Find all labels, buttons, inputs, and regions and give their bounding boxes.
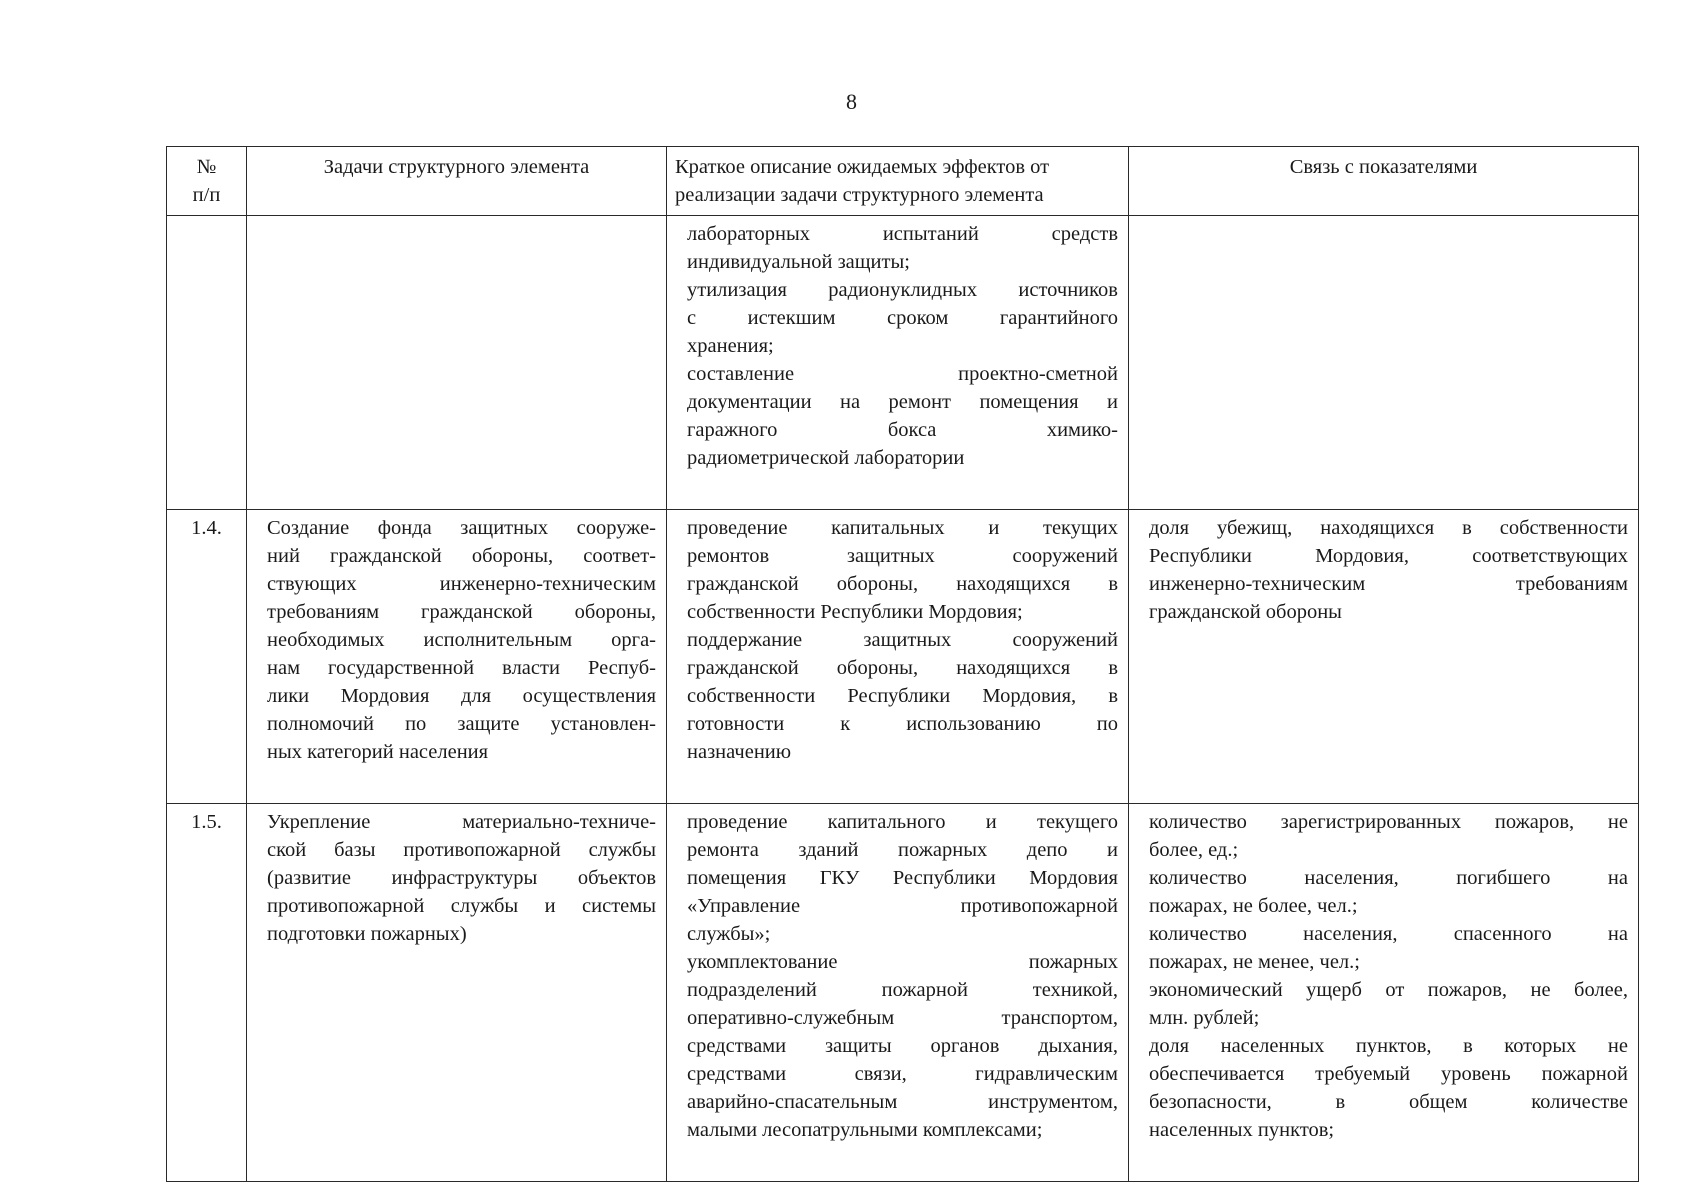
- indicator-line: безопасности, в общем количестве: [1149, 1091, 1628, 1113]
- task-line: ний гражданской обороны, соответ-: [267, 545, 656, 567]
- indicator-line: гражданской обороны: [1149, 601, 1342, 623]
- header-num: [167, 147, 247, 216]
- effects-line: гражданской обороны, находящихся в: [687, 657, 1118, 679]
- effects-line: средствами защиты органов дыхания,: [687, 1035, 1118, 1057]
- effects-line: индивидуальной защиты;: [687, 251, 910, 273]
- header-num-line: п/п: [192, 184, 221, 206]
- effects-line: помещения ГКУ Республики Мордовия: [687, 867, 1118, 889]
- cell-effects: [667, 804, 1129, 1182]
- header-tasks-label: Задачи структурного элемента: [323, 156, 590, 178]
- task-line: требованиям гражданской обороны,: [267, 601, 656, 623]
- effects-line: проведение капитальных и текущих: [687, 517, 1118, 539]
- task-line: противопожарной службы и системы: [267, 895, 656, 917]
- indicator-line: доля убежищ, находящихся в собственности: [1149, 517, 1628, 539]
- task-line: лики Мордовия для осуществления: [267, 685, 656, 707]
- cell-effects: [667, 510, 1129, 804]
- table-row: [167, 216, 1639, 510]
- effects-line: назначению: [687, 741, 792, 763]
- cell-task: [247, 216, 667, 510]
- effects-line: службы»;: [687, 923, 771, 945]
- task-line: Создание фонда защитных сооруже-: [267, 517, 656, 539]
- task-line: (развитие инфраструктуры объектов: [267, 867, 656, 889]
- indicator-line: количество населения, погибшего на: [1149, 867, 1628, 889]
- effects-line: составление проектно-сметной: [687, 363, 1118, 385]
- table-header-row: [167, 147, 1639, 216]
- effects-line: ремонта зданий пожарных депо и: [687, 839, 1118, 861]
- task-line: нам государственной власти Респуб-: [267, 657, 656, 679]
- header-effects-line: Краткое описание ожидаемых эффектов от: [675, 156, 1050, 178]
- effects-line: гаражного бокса химико-: [687, 419, 1118, 441]
- cell-effects: [667, 216, 1129, 510]
- header-num-line: №: [196, 156, 217, 178]
- task-line: подготовки пожарных): [267, 923, 467, 945]
- table-row: [167, 510, 1639, 804]
- indicator-line: обеспечивается требуемый уровень пожарной: [1149, 1063, 1628, 1085]
- effects-line: собственности Республики Мордовия;: [687, 601, 1023, 623]
- effects-line: собственности Республики Мордовия, в: [687, 685, 1118, 707]
- indicator-line: экономический ущерб от пожаров, не более,: [1149, 979, 1628, 1001]
- effects-line: гражданской обороны, находящихся в: [687, 573, 1118, 595]
- indicator-line: инженерно-техническим требованиям: [1149, 573, 1628, 595]
- task-line: Укрепление материально-техниче-: [267, 811, 656, 833]
- cell-indicators: [1129, 804, 1639, 1182]
- indicator-line: количество зарегистрированных пожаров, не: [1149, 811, 1628, 833]
- effects-line: оперативно-служебным транспортом,: [687, 1007, 1118, 1029]
- header-indicators: [1129, 147, 1639, 216]
- effects-line: радиометрической лаборатории: [687, 447, 965, 469]
- task-line: необходимых исполнительным орга-: [267, 629, 656, 651]
- effects-line: средствами связи, гидравлическим: [687, 1063, 1118, 1085]
- program-table: [166, 146, 1639, 1182]
- task-line: ных категорий населения: [267, 741, 489, 763]
- effects-line: утилизация радионуклидных источников: [687, 279, 1118, 301]
- effects-line: документации на ремонт помещения и: [687, 391, 1118, 413]
- cell-row-number: 1.4.: [167, 510, 247, 804]
- table-row: [167, 804, 1639, 1182]
- effects-line: хранения;: [687, 335, 774, 357]
- indicator-line: более, ед.;: [1149, 839, 1239, 861]
- header-indicators-label: Связь с показателями: [1289, 156, 1478, 178]
- task-line: ской базы противопожарной службы: [267, 839, 656, 861]
- header-effects-line: реализации задачи структурного элемента: [675, 184, 1044, 206]
- indicator-line: млн. рублей;: [1149, 1007, 1260, 1029]
- indicator-line: Республики Мордовия, соответствующих: [1149, 545, 1628, 567]
- effects-line: проведение капитального и текущего: [687, 811, 1118, 833]
- effects-line: готовности к использованию по: [687, 713, 1118, 735]
- header-tasks: [247, 147, 667, 216]
- indicator-line: пожарах, не менее, чел.;: [1149, 951, 1360, 973]
- cell-task: [247, 804, 667, 1182]
- cell-indicators: [1129, 216, 1639, 510]
- cell-task: [247, 510, 667, 804]
- effects-line: «Управление противопожарной: [687, 895, 1118, 917]
- header-effects: [667, 147, 1129, 216]
- effects-line: укомплектование пожарных: [687, 951, 1118, 973]
- cell-indicators: [1129, 510, 1639, 804]
- effects-line: с истекшим сроком гарантийного: [687, 307, 1118, 329]
- indicator-line: количество населения, спасенного на: [1149, 923, 1628, 945]
- indicator-line: доля населенных пунктов, в которых не: [1149, 1035, 1628, 1057]
- effects-line: ремонтов защитных сооружений: [687, 545, 1118, 567]
- indicator-line: населенных пунктов;: [1149, 1119, 1335, 1141]
- task-line: ствующих инженерно-техническим: [267, 573, 656, 595]
- effects-line: малыми лесопатрульными комплексами;: [687, 1119, 1043, 1141]
- task-line: полномочий по защите установлен-: [267, 713, 656, 735]
- effects-line: поддержание защитных сооружений: [687, 629, 1118, 651]
- page-number: 8: [846, 89, 857, 114]
- effects-line: аварийно-спасательным инструментом,: [687, 1091, 1118, 1113]
- cell-row-number: [167, 216, 247, 510]
- cell-row-number: 1.5.: [167, 804, 247, 1182]
- indicator-line: пожарах, не более, чел.;: [1149, 895, 1358, 917]
- effects-line: лабораторных испытаний средств: [687, 223, 1118, 245]
- effects-line: подразделений пожарной техникой,: [687, 979, 1118, 1001]
